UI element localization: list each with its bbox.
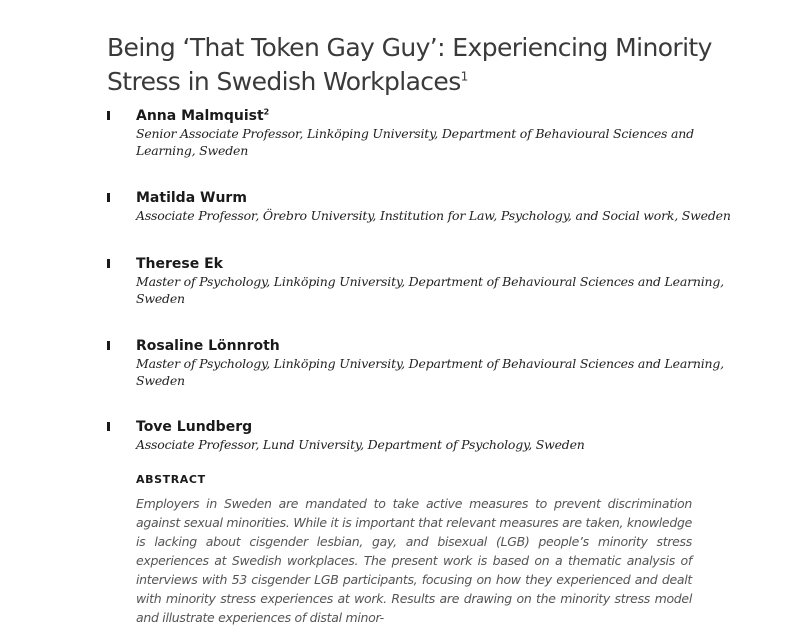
bullet-icon — [107, 111, 110, 120]
author-entry — [107, 107, 727, 159]
author-affiliation: Associate Professor, Örebro University, Institution for Law, Psychology, and Social work, Sweden — [136, 208, 731, 223]
author-name-text: Tove Lundberg — [136, 419, 253, 435]
bullet-icon — [107, 193, 110, 202]
author-affiliation: Master of Psychology, Linköping University, Department of Behavioural Sciences and Learning, Sweden — [136, 356, 724, 388]
abstract-heading: ABSTRACT — [136, 473, 206, 486]
author-affiliation: Associate Professor, Lund University, Department of Psychology, Sweden — [136, 437, 585, 452]
author-entry — [107, 189, 731, 224]
abstract-text: Employers in Sweden are mandated to take active measures to prevent discrimination against sexual minorities. While it is important that relevant measures are taken, knowledge is lacking about cisgender lesbian, gay, and bisexual (LGB) people’s minority stress experiences at Swedish workplaces. The present work is based on a thematic analysis of interviews with 53 cisgender LGB participants, focusing on how they experienced and dealt with minority stress experiences at work. Results are drawing on the minority stress model and illustrate experiences of distal minor- — [136, 496, 692, 625]
author-entry — [107, 255, 727, 307]
author-name-text: Matilda Wurm — [136, 190, 247, 206]
author-entry — [107, 337, 727, 389]
bullet-icon — [107, 422, 110, 431]
author-name — [136, 418, 727, 436]
author-affiliation: Senior Associate Professor, Linköping University, Department of Behavioural Sciences and Learning, Sweden — [136, 126, 694, 158]
author-name — [136, 189, 727, 207]
article-title — [107, 31, 767, 99]
author-name-text: Anna Malmquist — [136, 108, 264, 124]
author-name — [136, 255, 727, 273]
bullet-icon — [107, 259, 110, 268]
author-name-text: Therese Ek — [136, 256, 223, 272]
author-name-text: Rosaline Lönnroth — [136, 338, 280, 354]
author-name — [136, 337, 727, 355]
title-footnote: 1 — [460, 69, 468, 84]
author-affiliation: Master of Psychology, Linköping University, Department of Behavioural Sciences and Learning, Sweden — [136, 274, 724, 306]
author-name — [136, 107, 727, 125]
author-footnote: 2 — [263, 107, 270, 117]
title-text: Being ‘That Token Gay Guy’: Experiencing Minority Stress in Swedish Workplaces — [107, 32, 712, 96]
bullet-icon — [107, 341, 110, 350]
author-entry — [107, 418, 727, 453]
